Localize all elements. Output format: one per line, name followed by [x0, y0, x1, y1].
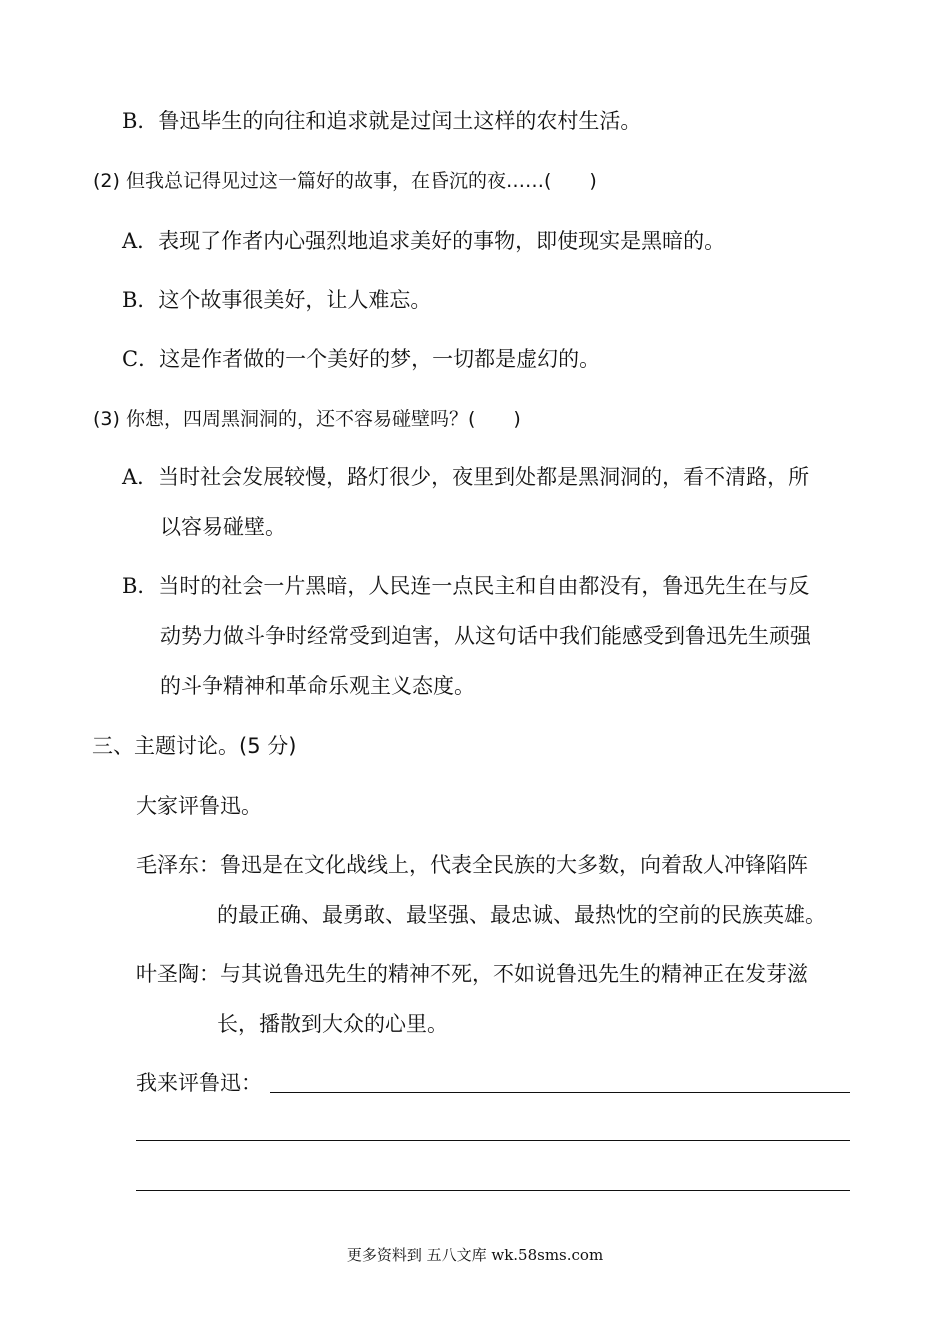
question-2-option-b: B．这个故事很美好，让人难忘。	[122, 288, 432, 312]
mao-zedong-quote-line-1: 毛泽东：鲁迅是在文化战线上，代表全民族的大多数，向着敌人冲锋陷阵	[136, 853, 808, 877]
section-3-intro: 大家评鲁迅。	[136, 794, 262, 818]
question-3-option-a-line-1: A．当时社会发展较慢，路灯很少，夜里到处都是黑洞洞的，看不清路，所	[122, 465, 810, 489]
my-comment-answer-line-1[interactable]	[270, 1092, 850, 1093]
footer-text: 更多资料到 五八文库 wk.58sms.com	[346, 1246, 604, 1264]
ye-shengtao-quote-line-1: 叶圣陶：与其说鲁迅先生的精神不死，不如说鲁迅先生的精神正在发芽滋	[136, 962, 808, 986]
question-2-option-c: C．这是作者做的一个美好的梦，一切都是虚幻的。	[122, 347, 601, 371]
question-1-option-b: B．鲁迅毕生的向往和追求就是过闰土这样的农村生活。	[122, 109, 642, 133]
ye-shengtao-quote-line-2: 长，播散到大众的心里。	[217, 1012, 448, 1036]
section-3-title: 三、主题讨论。(5 分)	[92, 734, 297, 758]
question-3-stem: (3) 你想，四周黑洞洞的，还不容易碰壁吗？( )	[93, 408, 521, 430]
my-comment-label: 我来评鲁迅：	[136, 1071, 262, 1095]
question-2-option-a: A．表现了作者内心强烈地追求美好的事物，即使现实是黑暗的。	[122, 229, 726, 253]
question-3-option-b-line-1: B．当时的社会一片黑暗，人民连一点民主和自由都没有，鲁迅先生在与反	[122, 574, 810, 598]
question-3-option-b-line-3: 的斗争精神和革命乐观主义态度。	[160, 674, 475, 698]
question-3-option-b-line-2: 动势力做斗争时经常受到迫害，从这句话中我们能感受到鲁迅先生顽强	[160, 624, 811, 648]
question-3-option-a-line-2: 以容易碰壁。	[160, 515, 286, 539]
question-2-stem: (2) 但我总记得见过这一篇好的故事，在昏沉的夜……( )	[93, 170, 597, 192]
my-comment-answer-line-2[interactable]	[136, 1140, 850, 1141]
my-comment-answer-line-3[interactable]	[136, 1190, 850, 1191]
mao-zedong-quote-line-2: 的最正确、最勇敢、最坚强、最忠诚、最热忱的空前的民族英雄。	[217, 903, 826, 927]
